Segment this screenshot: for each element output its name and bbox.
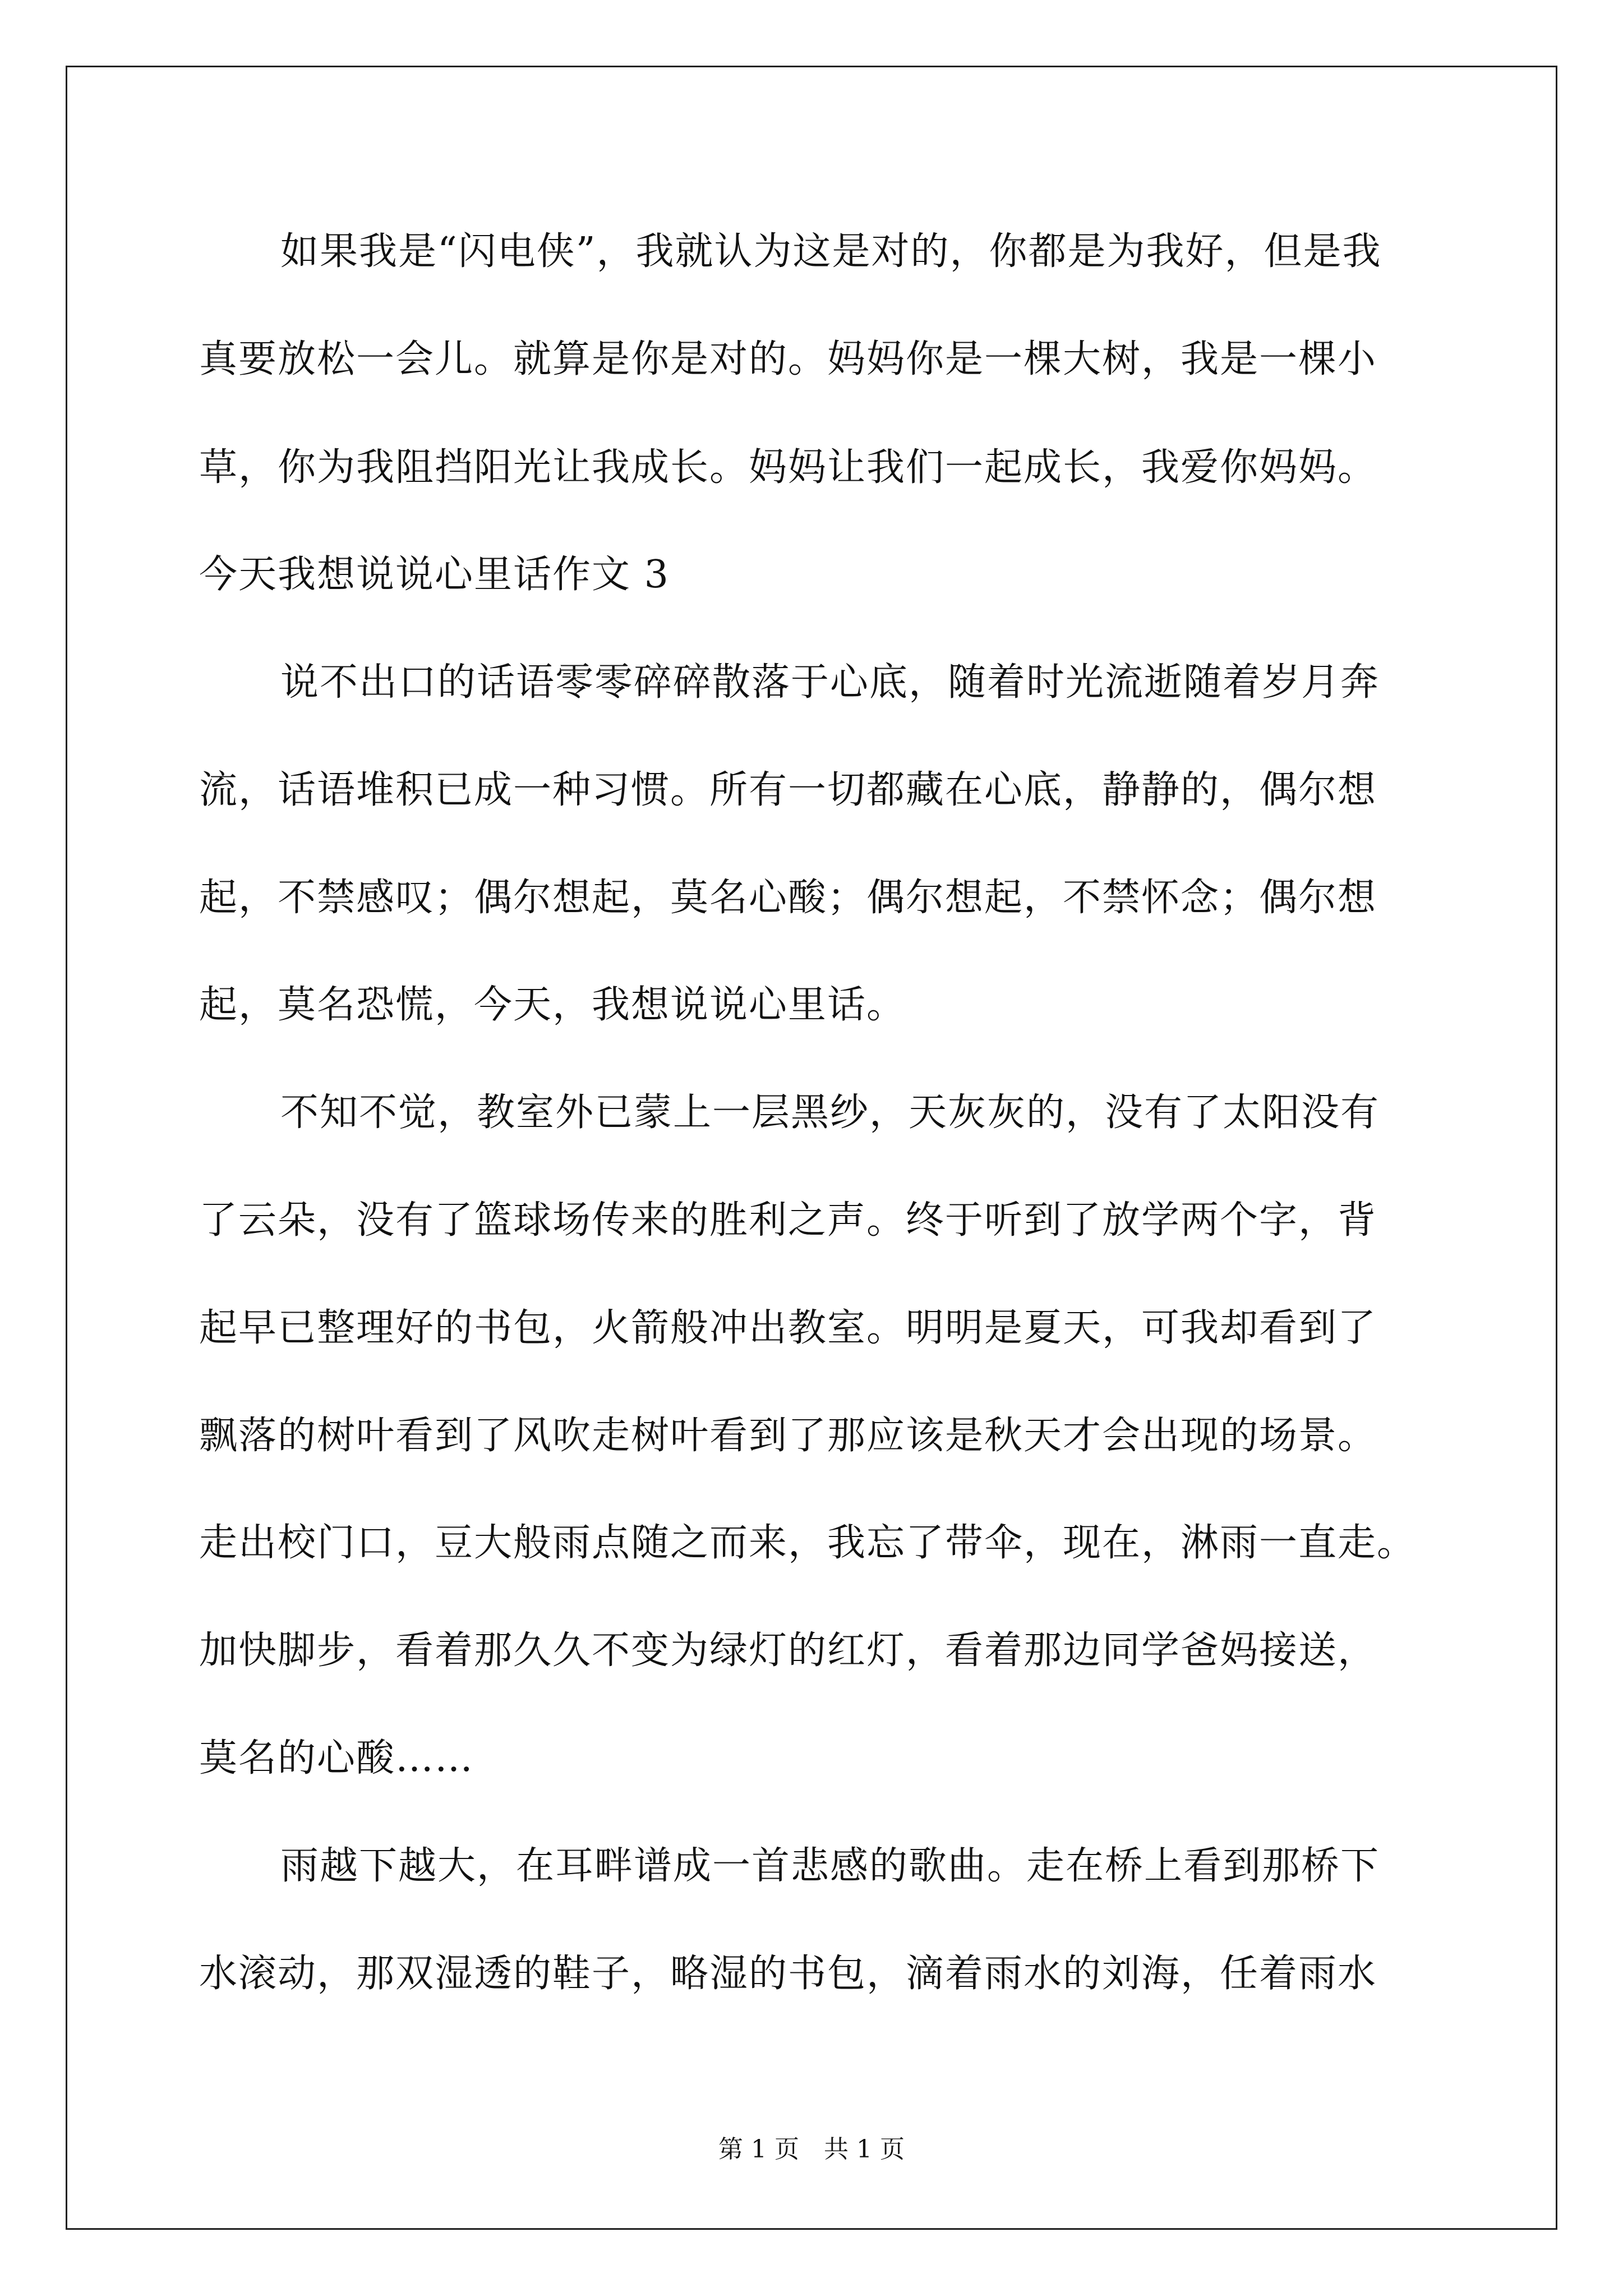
page-number-footer: 第 1 页 共 1 页 — [718, 2135, 905, 2164]
paragraph-4-line-2: 水滚动，那双湿透的鞋子，略湿的书包，滴着雨水的刘海，任着雨水 — [199, 1952, 1377, 1996]
paragraph-3-line-1: 不知不觉，教室外已蒙上一层黑纱，天灰灰的，没有了太阳没有 — [280, 1091, 1380, 1135]
paragraph-1-line-1: 如果我是“闪电侠”，我就认为这是对的，你都是为我好，但是我 — [280, 229, 1382, 274]
page-frame — [66, 66, 1557, 2230]
paragraph-3-line-4: 飘落的树叶看到了风吹走树叶看到了那应该是秋天才会出现的场景。 — [199, 1414, 1377, 1458]
paragraph-3-line-6: 加快脚步，看着那久久不变为绿灯的红灯，看着那边同学爸妈接送， — [199, 1628, 1377, 1673]
paragraph-2-line-2: 流，话语堆积已成一种习惯。所有一切都藏在心底，静静的，偶尔想 — [199, 768, 1377, 812]
paragraph-3-line-5: 走出校门口，豆大般雨点随之而来，我忘了带伞，现在，淋雨一直走。 — [199, 1521, 1417, 1565]
paragraph-4-line-1: 雨越下越大，在耳畔谱成一首悲感的歌曲。走在桥上看到那桥下 — [280, 1844, 1380, 1888]
paragraph-3-line-7: 莫名的心酸…… — [199, 1736, 474, 1780]
paragraph-2-line-4: 起，莫名恐慌，今天，我想说说心里话。 — [199, 983, 906, 1027]
paragraph-3-line-3: 起早已整理好的书包，火箭般冲出教室。明明是夏天，可我却看到了 — [199, 1306, 1377, 1350]
paragraph-1-line-3: 草，你为我阻挡阳光让我成长。妈妈让我们一起成长，我爱你妈妈。 — [199, 445, 1377, 490]
paragraph-1-line-2: 真要放松一会儿。就算是你是对的。妈妈你是一棵大树，我是一棵小 — [199, 337, 1377, 381]
paragraph-2-line-1: 说不出口的话语零零碎碎散落于心底，随着时光流逝随着岁月奔 — [280, 660, 1380, 705]
section-heading: 今天我想说说心里话作文 3 — [199, 553, 670, 597]
paragraph-3-line-2: 了云朵，没有了篮球场传来的胜利之声。终于听到了放学两个字，背 — [199, 1198, 1377, 1243]
paragraph-2-line-3: 起，不禁感叹；偶尔想起，莫名心酸；偶尔想起，不禁怀念；偶尔想 — [199, 876, 1377, 920]
